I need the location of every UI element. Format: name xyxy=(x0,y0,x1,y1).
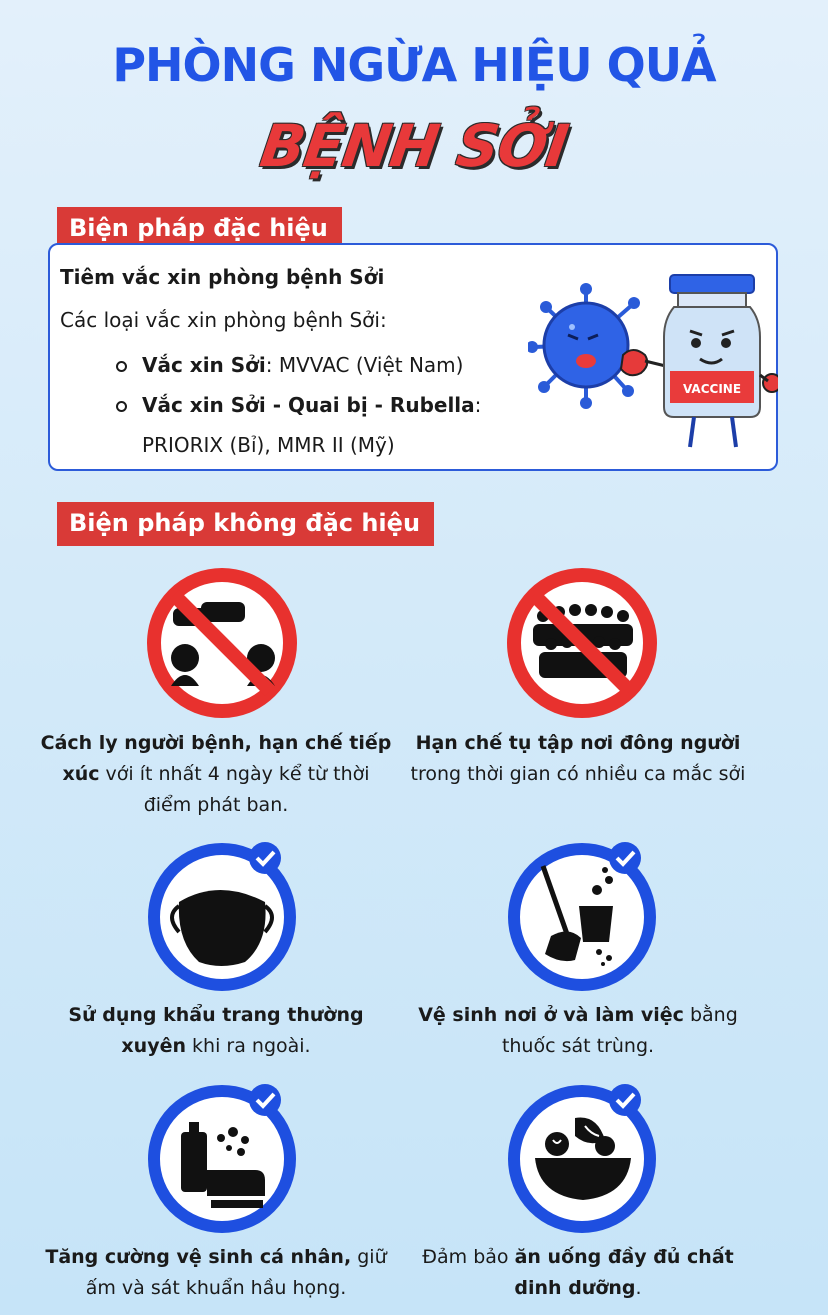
page-subtitle: BỆNH SỞI xyxy=(256,112,572,180)
virus-icon xyxy=(528,283,640,409)
vaccine-list-detail: PRIORIX (Bỉ), MMR II (Mỹ) xyxy=(142,433,395,457)
vaccine-list xyxy=(116,345,481,465)
section-label-nonspecific: Biện pháp không đặc hiệu xyxy=(57,502,434,546)
measure-caption: Đảm bảo ăn uống đầy đủ chất dinh dưỡng. xyxy=(422,1246,734,1299)
measure-caption: Tăng cường vệ sinh cá nhân, giữ ấm và sát khuẩn hầu họng. xyxy=(45,1246,387,1299)
no-crowd-icon xyxy=(505,566,659,720)
food-bowl-icon xyxy=(505,1082,659,1236)
vaccine-vial-icon xyxy=(664,275,778,447)
cleaning-mop-icon xyxy=(505,840,659,994)
measure-caption: Vệ sinh nơi ở và làm việc bằng thuốc sát trùng. xyxy=(418,1004,738,1057)
measure-caption: Cách ly người bệnh, hạn chế tiếp xúc với ít nhất 4 ngày kể từ thời điểm phát ban. xyxy=(40,732,392,816)
vaccine-intro: Các loại vắc xin phòng bệnh Sởi: xyxy=(60,308,387,332)
vial-label: VACCINE xyxy=(682,382,742,396)
measure-caption: Sử dụng khẩu trang thường xuyên khi ra ngoài. xyxy=(68,1004,364,1057)
no-contact-icon xyxy=(145,566,299,720)
page-title: PHÒNG NGỪA HIỆU QUẢ xyxy=(112,38,716,92)
hand-wash-icon xyxy=(145,1082,299,1236)
vaccine-list-item: Vắc xin Sởi - Quai bị - Rubella: xyxy=(116,385,481,425)
measure-caption: Hạn chế tụ tập nơi đông người trong thời gian có nhiều ca mắc sởi xyxy=(410,732,746,785)
vaccine-info-box xyxy=(48,243,778,471)
vaccine-list-item: Vắc xin Sởi: MVVAC (Việt Nam) xyxy=(116,345,481,385)
vaccine-heading: Tiêm vắc xin phòng bệnh Sởi xyxy=(60,265,385,289)
vaccine-vs-virus-illustration xyxy=(528,265,778,455)
section-label-specific: Biện pháp đặc hiệu xyxy=(57,207,342,251)
face-mask-icon xyxy=(145,840,299,994)
